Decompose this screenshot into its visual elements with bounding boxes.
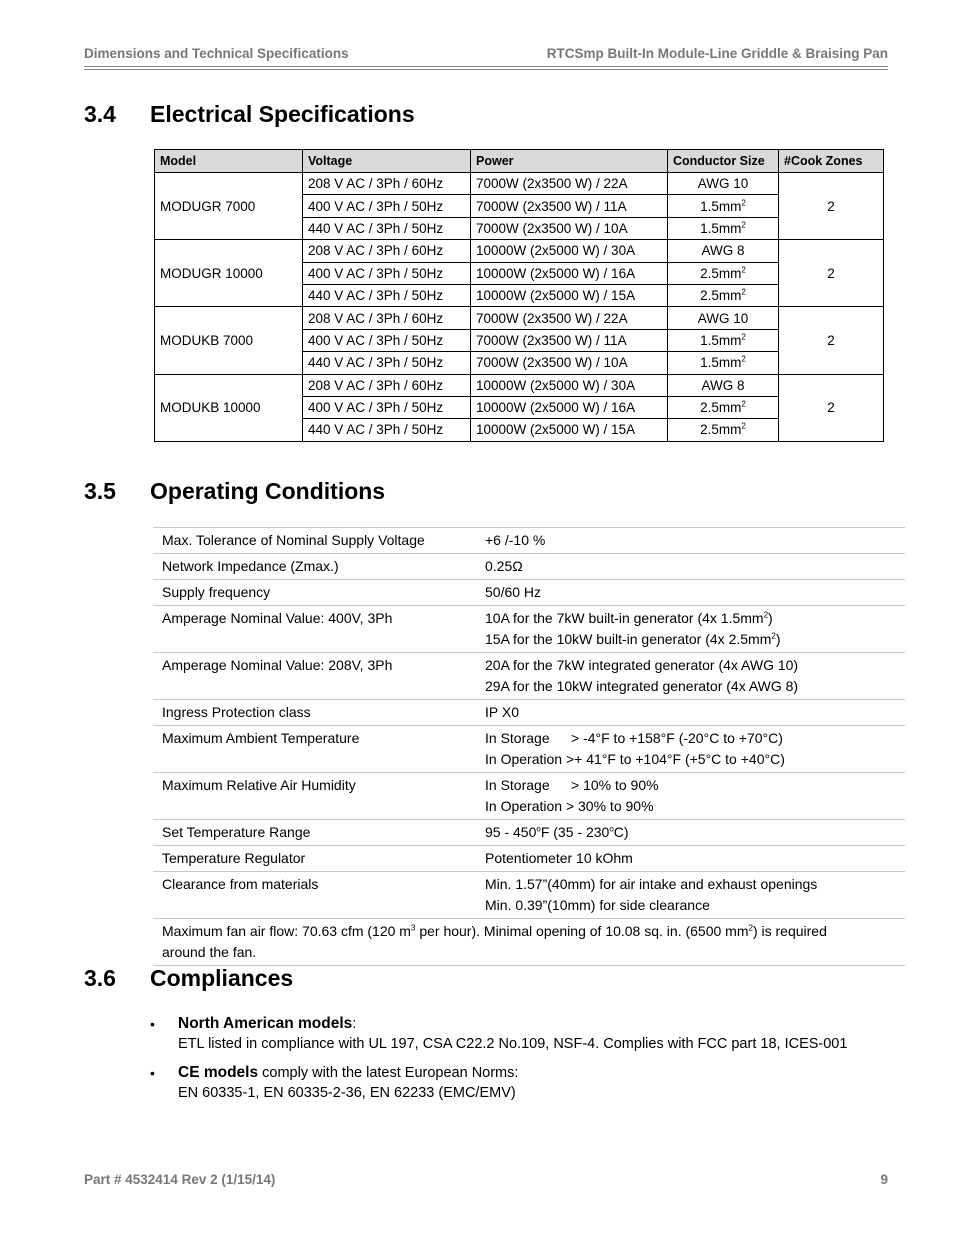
header-right-title: RTCSmp Built-In Module-Line Griddle & Braising Pan: [546, 46, 888, 61]
power-cell: 7000W (2x3500 W) / 10A: [471, 217, 668, 239]
part-number: Part # 4532414 Rev 2 (1/15/14): [84, 1172, 276, 1187]
conductor-size-cell: $1.5mm^2$: [668, 329, 779, 351]
condition-value: +6 /-10 %: [476, 528, 905, 554]
page-number: 9: [880, 1172, 888, 1187]
page-footer: [84, 1172, 888, 1187]
table-row: [155, 307, 884, 329]
section-title: Compliances: [150, 965, 294, 991]
condition-label: Network Impedance (Zmax.): [153, 554, 476, 580]
voltage-cell: 208 V AC / 3Ph / 60Hz: [303, 240, 471, 262]
power-cell: 7000W (2x3500 W) / 10A: [471, 352, 668, 374]
section-heading-electrical: [84, 101, 415, 128]
electrical-spec-table: [154, 149, 884, 442]
power-cell: 7000W (2x3500 W) / 11A: [471, 329, 668, 351]
table-row: [153, 872, 905, 919]
condition-value: 95 - 450$^o$F (35 - 230$^o$C): [476, 820, 905, 846]
model-cell: MODUKB 7000: [155, 307, 303, 374]
column-header-cook-zones: #Cook Zones: [779, 150, 884, 173]
compliance-norms: EN 60335-1, EN 60335-2-36, EN 62233 (EMC/EMV): [178, 1085, 516, 1101]
section-heading-operating: [84, 478, 385, 505]
condition-label: Clearance from materials: [153, 872, 476, 919]
conductor-size-cell: AWG 8: [668, 240, 779, 262]
condition-value: In Storage > -4°F to +158°F (-20°C to +70°C) In Operation >+ 41°F to +104°F (+5°C to +40°C): [476, 726, 905, 773]
condition-label: Max. Tolerance of Nominal Supply Voltage: [153, 528, 476, 554]
table-row: [153, 919, 905, 966]
model-cell: MODUKB 10000: [155, 374, 303, 441]
section-number: 3.6: [84, 965, 116, 991]
condition-value: Min. 1.57”(40mm) for air intake and exhaust openings Min. 0.39”(10mm) for side clearance: [476, 872, 905, 919]
condition-label: Amperage Nominal Value: 208V, 3Ph: [153, 653, 476, 700]
condition-label: Supply frequency: [153, 580, 476, 606]
conductor-size-cell: $2.5mm^2$: [668, 284, 779, 306]
condition-value: Potentiometer 10 kOhm: [476, 846, 905, 872]
voltage-cell: 440 V AC / 3Ph / 50Hz: [303, 419, 471, 441]
page-header: [84, 46, 888, 70]
table-row: [153, 554, 905, 580]
cook-zones-cell: 2: [779, 374, 884, 441]
power-cell: 7000W (2x3500 W) / 22A: [471, 173, 668, 195]
power-cell: 10000W (2x5000 W) / 15A: [471, 419, 668, 441]
table-row: [155, 374, 884, 396]
bullet: •: [150, 1016, 155, 1032]
voltage-cell: 208 V AC / 3Ph / 60Hz: [303, 307, 471, 329]
table-row: [155, 173, 884, 195]
cook-zones-cell: 2: [779, 173, 884, 240]
condition-value: 10A for the 7kW built-in generator (4x $1.5mm^2$) 15A for the 10kW built-in generator (4x $2.5mm^2$): [476, 606, 905, 653]
voltage-cell: 440 V AC / 3Ph / 50Hz: [303, 284, 471, 306]
table-row: [153, 528, 905, 554]
power-cell: 10000W (2x5000 W) / 30A: [471, 374, 668, 396]
table-row: [153, 700, 905, 726]
power-cell: 10000W (2x5000 W) / 16A: [471, 262, 668, 284]
voltage-cell: 208 V AC / 3Ph / 60Hz: [303, 173, 471, 195]
voltage-cell: 440 V AC / 3Ph / 50Hz: [303, 352, 471, 374]
table-row: [153, 820, 905, 846]
table-row: [155, 240, 884, 262]
conductor-size-cell: $2.5mm^2$: [668, 419, 779, 441]
condition-label: Ingress Protection class: [153, 700, 476, 726]
condition-value: 20A for the 7kW integrated generator (4x AWG 10) 29A for the 10kW integrated generator (4x AWG 8): [476, 653, 905, 700]
condition-label: Set Temperature Range: [153, 820, 476, 846]
condition-label: Maximum Relative Air Humidity: [153, 773, 476, 820]
cook-zones-cell: 2: [779, 307, 884, 374]
conductor-size-cell: AWG 10: [668, 307, 779, 329]
column-header-conductor-size: Conductor Size: [668, 150, 779, 173]
header-rule: [84, 69, 888, 70]
section-title: Operating Conditions: [150, 478, 386, 504]
voltage-cell: 440 V AC / 3Ph / 50Hz: [303, 217, 471, 239]
conductor-size-cell: $1.5mm^2$: [668, 352, 779, 374]
model-cell: MODUGR 7000: [155, 173, 303, 240]
compliance-text: comply with the latest European Norms:: [258, 1065, 519, 1081]
table-row: [153, 726, 905, 773]
conductor-size-cell: AWG 8: [668, 374, 779, 396]
power-cell: 10000W (2x5000 W) / 15A: [471, 284, 668, 306]
condition-value: In Storage > 10% to 90% In Operation > 30% to 90%: [476, 773, 905, 820]
condition-label: Temperature Regulator: [153, 846, 476, 872]
condition-label: Maximum Ambient Temperature: [153, 726, 476, 773]
compliance-title: CE models: [178, 1064, 259, 1081]
operating-conditions-table: [153, 527, 905, 966]
conductor-size-cell: $1.5mm^2$: [668, 195, 779, 217]
table-row: [153, 773, 905, 820]
voltage-cell: 208 V AC / 3Ph / 60Hz: [303, 374, 471, 396]
power-cell: 10000W (2x5000 W) / 30A: [471, 240, 668, 262]
voltage-cell: 400 V AC / 3Ph / 50Hz: [303, 262, 471, 284]
power-cell: 7000W (2x3500 W) / 22A: [471, 307, 668, 329]
conductor-size-cell: AWG 10: [668, 173, 779, 195]
condition-value: 50/60 Hz: [476, 580, 905, 606]
section-title: Electrical Specifications: [150, 101, 415, 127]
conductor-size-cell: $1.5mm^2$: [668, 217, 779, 239]
table-row: [153, 580, 905, 606]
condition-value: 0.25Ω: [476, 554, 905, 580]
column-header-power: Power: [471, 150, 668, 173]
section-number: 3.4: [84, 101, 116, 127]
compliance-title: North American models: [178, 1015, 353, 1032]
model-cell: MODUGR 10000: [155, 240, 303, 307]
table-header-row: [155, 150, 884, 173]
section-number: 3.5: [84, 478, 116, 504]
header-left-title: Dimensions and Technical Specifications: [84, 46, 349, 61]
table-row: [153, 653, 905, 700]
compliance-text: ETL listed in compliance with UL 197, CSA C22.2 No.109, NSF-4. Complies with FCC part 18, ICES-001: [178, 1036, 848, 1052]
table-row: [153, 846, 905, 872]
cook-zones-cell: 2: [779, 240, 884, 307]
voltage-cell: 400 V AC / 3Ph / 50Hz: [303, 195, 471, 217]
power-cell: 7000W (2x3500 W) / 11A: [471, 195, 668, 217]
voltage-cell: 400 V AC / 3Ph / 50Hz: [303, 396, 471, 418]
section-heading-compliances: [84, 965, 293, 992]
bullet: •: [150, 1065, 155, 1081]
column-header-model: Model: [155, 150, 303, 173]
power-cell: 10000W (2x5000 W) / 16A: [471, 396, 668, 418]
table-row: [153, 606, 905, 653]
fan-airflow-note: Maximum fan air flow: 70.63 cfm (120 $m^3$ per hour). Minimal opening of 10.08 sq. in. (6500 $mm^2$) is required around the fan.: [153, 919, 905, 966]
condition-label: Amperage Nominal Value: 400V, 3Ph: [153, 606, 476, 653]
header-rule: [84, 66, 888, 67]
condition-value: IP X0: [476, 700, 905, 726]
conductor-size-cell: $2.5mm^2$: [668, 262, 779, 284]
conductor-size-cell: $2.5mm^2$: [668, 396, 779, 418]
voltage-cell: 400 V AC / 3Ph / 50Hz: [303, 329, 471, 351]
column-header-voltage: Voltage: [303, 150, 471, 173]
